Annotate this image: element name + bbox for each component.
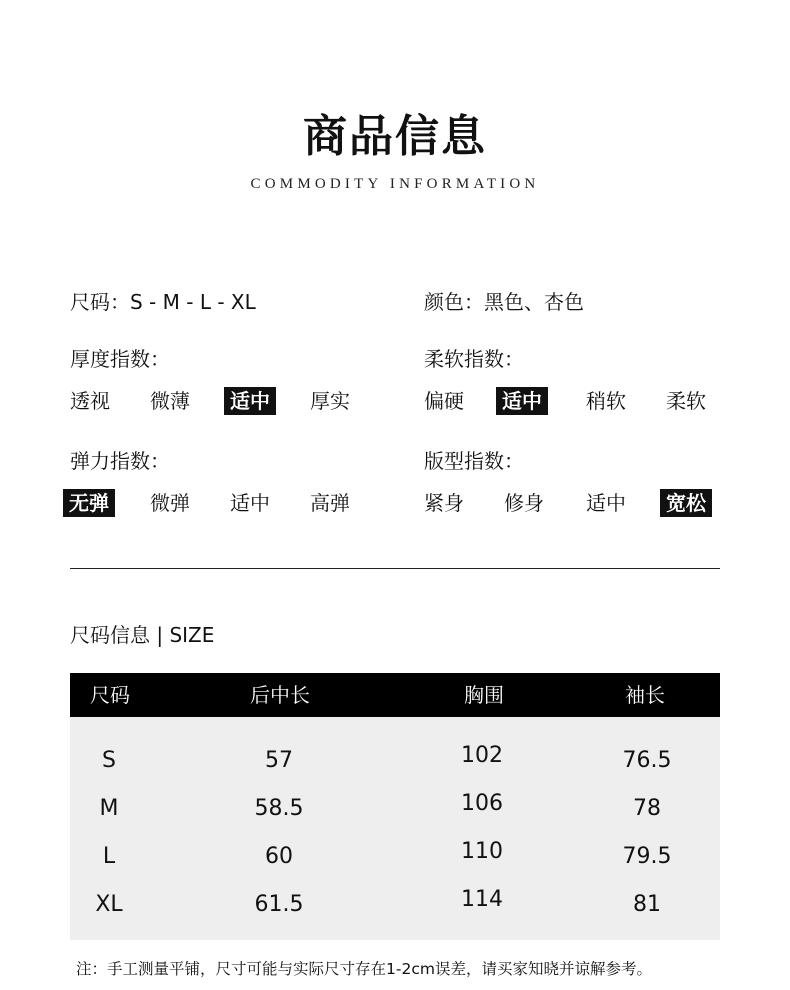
page-subtitle: COMMODITY INFORMATION (250, 176, 540, 192)
size-line: 尺码：S - M - L - XL (70, 290, 256, 314)
table-cell: 79.5 (622, 844, 672, 869)
fit-option: 修身 (504, 491, 544, 515)
size-section-title: 尺码信息 | SIZE (70, 623, 215, 647)
table-cell: 106 (461, 791, 503, 816)
table-cell: 78 (633, 796, 661, 821)
fit-label: 版型指数： (424, 449, 524, 473)
thickness-option-selected: 适中 (224, 387, 276, 415)
table-cell: 61.5 (254, 892, 304, 917)
thickness-option: 透视 (70, 389, 110, 413)
softness-label: 柔软指数： (424, 347, 524, 371)
table-cell: 58.5 (254, 796, 304, 821)
fit-option: 适中 (586, 491, 626, 515)
table-cell: 60 (265, 844, 293, 869)
color-line: 颜色：黑色、杏色 (424, 290, 584, 314)
fit-option: 紧身 (424, 491, 464, 515)
table-cell: 114 (461, 887, 503, 912)
size-table-header (70, 673, 720, 717)
softness-option: 柔软 (666, 389, 706, 413)
elasticity-option-selected: 无弹 (63, 489, 115, 517)
elasticity-option: 微弹 (150, 491, 190, 515)
page-title: 商品信息 (303, 111, 487, 162)
table-cell: M (99, 796, 119, 821)
table-cell: 102 (461, 743, 503, 768)
size-table-body (70, 717, 720, 940)
table-cell: 81 (633, 892, 661, 917)
softness-option-selected: 适中 (496, 387, 548, 415)
softness-option: 偏硬 (424, 389, 464, 413)
table-cell: 76.5 (622, 748, 672, 773)
header-cell-chest: 胸围 (464, 683, 504, 707)
table-cell: L (102, 844, 116, 869)
thickness-option: 厚实 (310, 389, 350, 413)
table-cell: 57 (265, 748, 293, 773)
header-cell-back-length: 后中长 (250, 683, 310, 707)
header-cell-sleeve: 袖长 (625, 683, 665, 707)
measurement-note: 注：手工测量平铺，尺寸可能与实际尺寸存在1-2cm误差，请买家知晓并谅解参考。 (76, 960, 652, 978)
fit-option-selected: 宽松 (660, 489, 712, 517)
softness-option: 稍软 (586, 389, 626, 413)
table-cell: S (102, 748, 116, 773)
elasticity-option: 高弹 (310, 491, 350, 515)
elasticity-option: 适中 (230, 491, 270, 515)
table-cell: 110 (461, 839, 503, 864)
thickness-label: 厚度指数： (70, 347, 170, 371)
elasticity-label: 弹力指数： (70, 449, 170, 473)
thickness-option: 微薄 (150, 389, 190, 413)
section-divider (70, 568, 720, 569)
header-cell-size: 尺码 (90, 683, 130, 707)
table-cell: XL (95, 892, 123, 917)
